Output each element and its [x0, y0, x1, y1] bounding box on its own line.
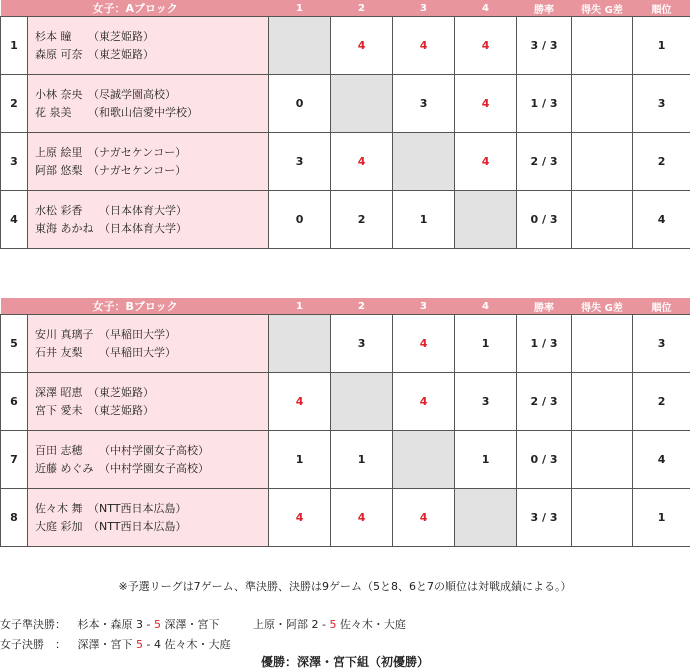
- column-header: 1: [269, 0, 331, 17]
- table-row: [1, 431, 690, 489]
- pair-names: [28, 489, 269, 547]
- score-cell: 4: [393, 373, 455, 431]
- block-a-table: [0, 0, 690, 249]
- table-row: [1, 191, 690, 249]
- rank: 4: [633, 431, 690, 489]
- rank: 3: [633, 315, 690, 373]
- score-cell: 2: [331, 191, 393, 249]
- rank: 3: [633, 75, 690, 133]
- self-cell: [393, 431, 455, 489]
- score-cell: 4: [393, 315, 455, 373]
- score-cell: 3: [269, 133, 331, 191]
- pair-names: [28, 373, 269, 431]
- score-cell: 3: [331, 315, 393, 373]
- row-number: 8: [1, 489, 28, 547]
- score-cell: 1: [455, 431, 517, 489]
- player-name: 水松 彩香 （日本体育大学）: [35, 203, 187, 217]
- table-row: [1, 315, 690, 373]
- score-cell: 1: [269, 431, 331, 489]
- row-number: 3: [1, 133, 28, 191]
- column-header: 得失 G差: [572, 298, 633, 315]
- score-cell: 1: [331, 431, 393, 489]
- game-diff: [572, 489, 633, 547]
- pair-names: [28, 75, 269, 133]
- game-diff: [572, 133, 633, 191]
- score-cell: 0: [269, 191, 331, 249]
- player-name: 百田 志穂 （中村学園女子高校）: [35, 443, 209, 457]
- game-diff: [572, 191, 633, 249]
- score-cell: 1: [393, 191, 455, 249]
- player-name: 東海 あかね （日本体育大学）: [35, 221, 187, 235]
- score-cell: 1: [455, 315, 517, 373]
- semifinal-match-2: 上原・阿部 2 - 5 佐々木・大庭: [252, 618, 406, 631]
- game-diff: [572, 75, 633, 133]
- self-cell: [269, 315, 331, 373]
- block-title: 女子：Bブロック: [1, 298, 269, 315]
- win-rate: 2 / 3: [517, 373, 572, 431]
- player-name: 杉本 瞳 （東芝姫路）: [35, 29, 154, 43]
- row-number: 6: [1, 373, 28, 431]
- player-name: 近藤 めぐみ （中村学園女子高校）: [35, 461, 209, 475]
- player-name: 佐々木 舞 （NTT西日本広島）: [35, 501, 187, 515]
- row-number: 4: [1, 191, 28, 249]
- semifinal-label: 女子準決勝：: [0, 618, 66, 631]
- self-cell: [269, 17, 331, 75]
- pair-names: [28, 17, 269, 75]
- semifinal-results: [0, 616, 406, 632]
- win-rate: 1 / 3: [517, 75, 572, 133]
- header-row: [1, 298, 690, 315]
- score-cell: 0: [269, 75, 331, 133]
- score-cell: 4: [393, 17, 455, 75]
- game-diff: [572, 17, 633, 75]
- column-header: 順位: [633, 298, 690, 315]
- row-number: 7: [1, 431, 28, 489]
- pair-names: [28, 315, 269, 373]
- score-cell: 4: [455, 75, 517, 133]
- column-header: 得失 G差: [572, 0, 633, 17]
- player-name: 花 泉美 （和歌山信愛中学校）: [35, 105, 198, 119]
- player-name: 深澤 昭恵 （東芝姫路）: [35, 385, 154, 399]
- table-row: [1, 489, 690, 547]
- rank: 2: [633, 133, 690, 191]
- block-b-table: [0, 298, 690, 547]
- row-number: 5: [1, 315, 28, 373]
- column-header: 4: [455, 0, 517, 17]
- table-row: [1, 373, 690, 431]
- win-rate: 0 / 3: [517, 431, 572, 489]
- self-cell: [331, 373, 393, 431]
- score-cell: 3: [455, 373, 517, 431]
- game-diff: [572, 315, 633, 373]
- header-row: [1, 0, 690, 17]
- table-row: [1, 133, 690, 191]
- rank: 1: [633, 17, 690, 75]
- row-number: 1: [1, 17, 28, 75]
- win-rate: 2 / 3: [517, 133, 572, 191]
- player-name: 大庭 彩加 （NTT西日本広島）: [35, 519, 187, 533]
- table-row: [1, 17, 690, 75]
- block-title: 女子：Aブロック: [1, 0, 269, 17]
- pair-names: [28, 133, 269, 191]
- final-match: 深澤・宮下 5 - 4 佐々木・大庭: [77, 638, 231, 651]
- column-header: 勝率: [517, 298, 572, 315]
- column-header: 3: [393, 298, 455, 315]
- score-cell: 4: [331, 133, 393, 191]
- column-header: 2: [331, 298, 393, 315]
- score-cell: 4: [269, 373, 331, 431]
- self-cell: [331, 75, 393, 133]
- score-cell: 4: [455, 17, 517, 75]
- game-diff: [572, 373, 633, 431]
- game-diff: [572, 431, 633, 489]
- player-name: 小林 奈央 （尽誠学園高校）: [35, 87, 176, 101]
- self-cell: [393, 133, 455, 191]
- rules-note: ※予選リーグは7ゲーム、準決勝、決勝は9ゲーム（5と8、6と7の順位は対戦成績による。）: [118, 580, 572, 593]
- row-number: 2: [1, 75, 28, 133]
- score-cell: 4: [331, 17, 393, 75]
- column-header: 4: [455, 298, 517, 315]
- pair-names: [28, 191, 269, 249]
- player-name: 石井 友梨 （早稲田大学）: [35, 345, 176, 359]
- score-cell: 3: [393, 75, 455, 133]
- champion-banner: 優勝：深澤・宮下組（初優勝）: [260, 655, 429, 669]
- column-header: 勝率: [517, 0, 572, 17]
- semifinal-match-1: 杉本・森原 3 - 5 深澤・宮下: [77, 618, 220, 631]
- self-cell: [455, 489, 517, 547]
- rank: 1: [633, 489, 690, 547]
- rank: 4: [633, 191, 690, 249]
- table-row: [1, 75, 690, 133]
- column-header: 順位: [633, 0, 690, 17]
- column-header: 2: [331, 0, 393, 17]
- player-name: 森原 可奈 （東芝姫路）: [35, 47, 154, 61]
- pair-names: [28, 431, 269, 489]
- player-name: 宮下 愛未 （東芝姫路）: [35, 403, 154, 417]
- rank: 2: [633, 373, 690, 431]
- self-cell: [455, 191, 517, 249]
- win-rate: 3 / 3: [517, 17, 572, 75]
- win-rate: 1 / 3: [517, 315, 572, 373]
- win-rate: 0 / 3: [517, 191, 572, 249]
- score-cell: 4: [269, 489, 331, 547]
- win-rate: 3 / 3: [517, 489, 572, 547]
- column-header: 3: [393, 0, 455, 17]
- score-cell: 4: [393, 489, 455, 547]
- player-name: 阿部 悠梨 （ナガセケンコー）: [35, 163, 187, 177]
- score-cell: 4: [331, 489, 393, 547]
- final-result: [0, 636, 230, 652]
- column-header: 1: [269, 298, 331, 315]
- player-name: 安川 真璃子 （早稲田大学）: [35, 327, 176, 341]
- player-name: 上原 絵里 （ナガセケンコー）: [35, 145, 187, 159]
- final-label: 女子決勝 ：: [0, 638, 66, 651]
- score-cell: 4: [455, 133, 517, 191]
